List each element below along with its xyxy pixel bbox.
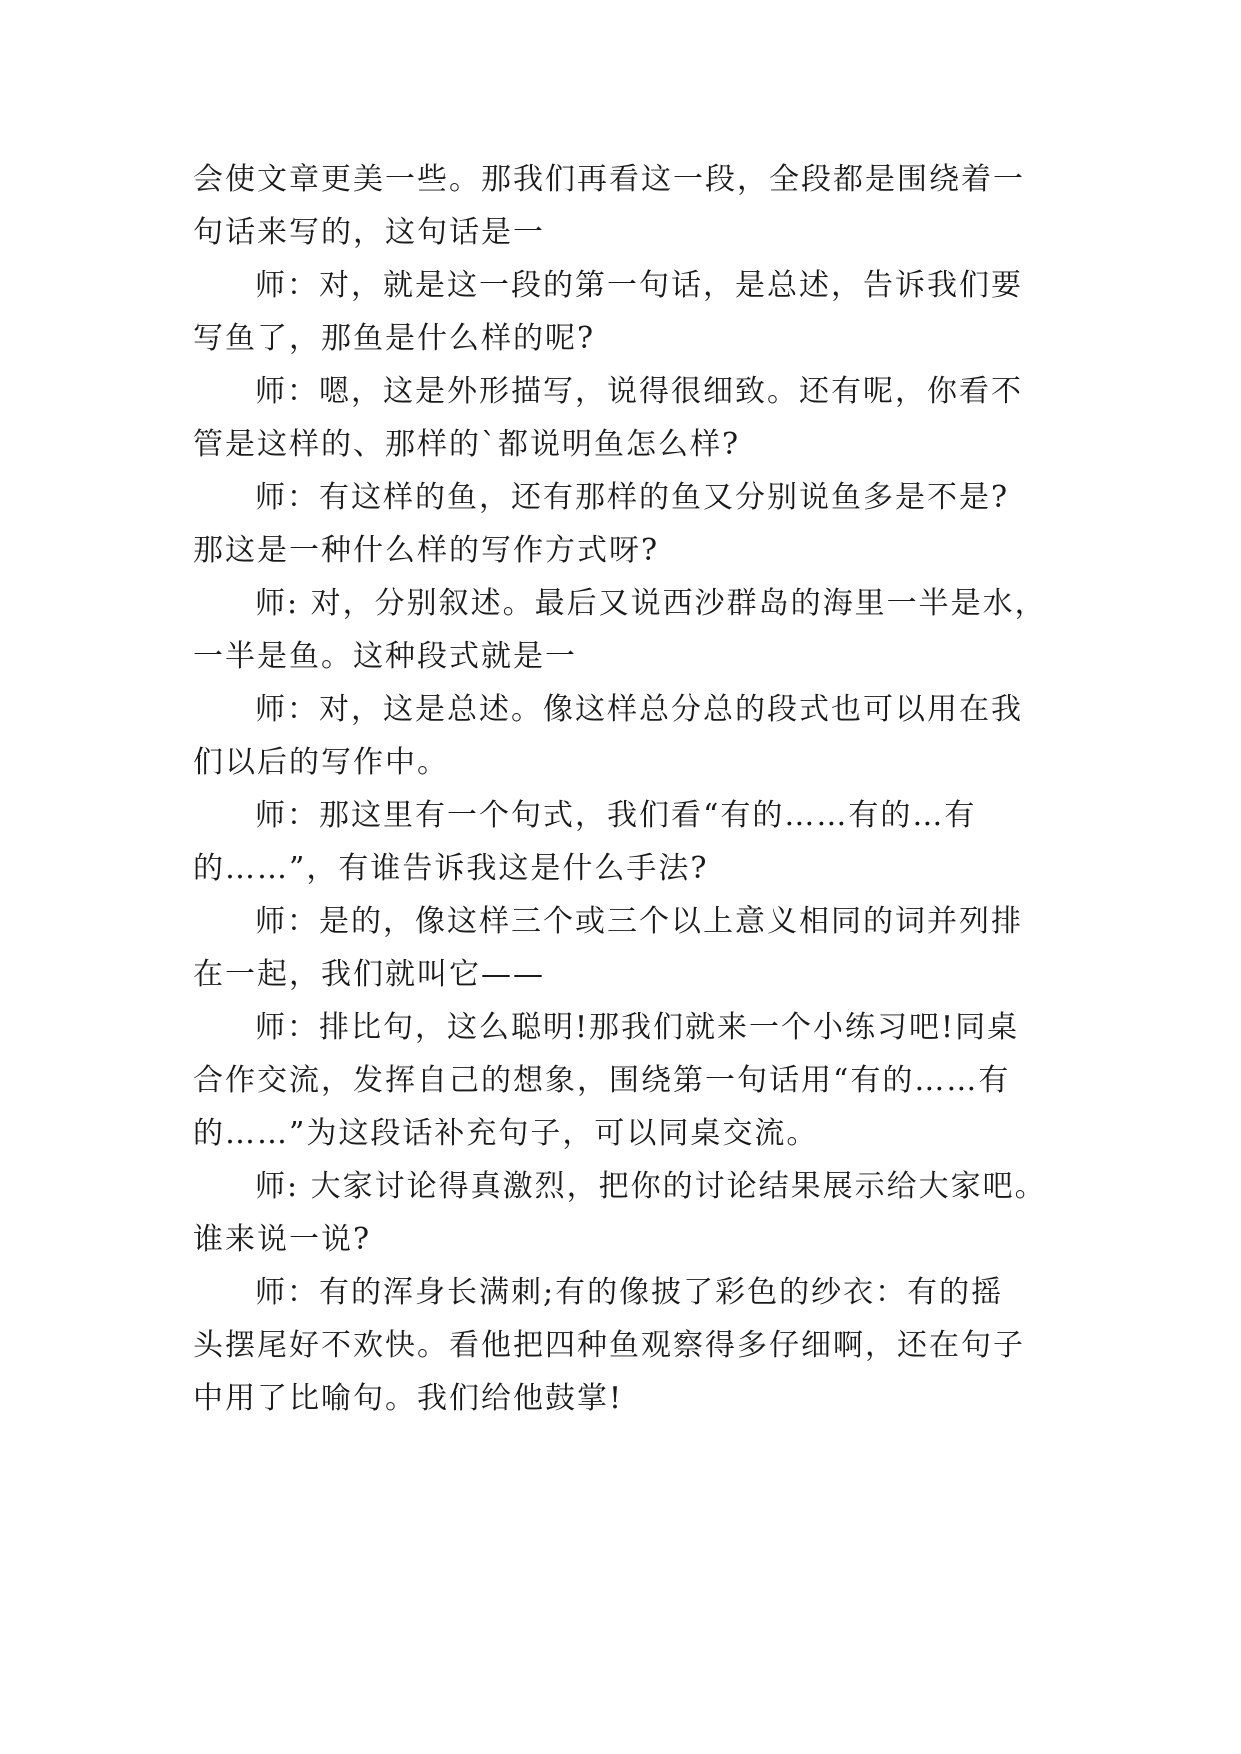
- text-line: 会使文章更美一些。那我们再看这一段，全段都是围绕着一: [193, 162, 1025, 197]
- text-line: 师：有这样的鱼，还有那样的鱼又分别说鱼多是不是?: [255, 480, 1010, 515]
- text-line: 师：对，这是总述。像这样总分总的段式也可以用在我: [255, 692, 1023, 727]
- text-line: 句话来写的，这句话是一: [193, 215, 545, 250]
- text-line: 的……”为这段话补充句子，可以同桌交流。: [193, 1116, 819, 1151]
- text-line: 师：那这里有一个句式，我们看“有的……有的…有: [255, 798, 977, 833]
- text-line: 师：对，就是这一段的第一句话，是总述，告诉我们要: [255, 268, 1023, 303]
- text-line: 写鱼了，那鱼是什么样的呢?: [193, 321, 596, 356]
- text-line: 中用了比喻句。我们给他鼓掌!: [193, 1381, 624, 1416]
- text-line: 管是这样的、那样的`都说明鱼怎么样?: [193, 427, 741, 462]
- text-line: 在一起，我们就叫它——: [193, 957, 545, 992]
- text-line: 头摆尾好不欢快。看他把四种鱼观察得多仔细啊，还在句子: [193, 1328, 1025, 1363]
- text-line: 合作交流，发挥自己的想象，围绕第一句话用“有的……有: [193, 1063, 1011, 1098]
- text-line: 师：嗯，这是外形描写，说得很细致。还有呢，你看不: [255, 374, 1023, 409]
- text-line: 师: 对，分别叙述。最后又说西沙群岛的海里一半是水，: [255, 586, 1047, 621]
- text-line: 一半是鱼。这种段式就是一: [193, 639, 577, 674]
- text-line: 的……”，有谁告诉我这是什么手法?: [193, 851, 709, 886]
- text-line: 谁来说一说?: [193, 1222, 372, 1257]
- text-line: 师：排比句，这么聪明!那我们就来一个小练习吧!同桌: [255, 1010, 1020, 1045]
- text-line: 们以后的写作中。: [193, 745, 449, 780]
- text-line: 师：是的，像这样三个或三个以上意义相同的词并列排: [255, 904, 1023, 939]
- text-line: 那这是一种什么样的写作方式呀?: [193, 533, 660, 568]
- text-line: 师：有的浑身长满刺;有的像披了彩色的纱衣：有的摇: [255, 1275, 1004, 1310]
- text-line: 师: 大家讨论得真激烈，把你的讨论结果展示给大家吧。: [255, 1169, 1047, 1204]
